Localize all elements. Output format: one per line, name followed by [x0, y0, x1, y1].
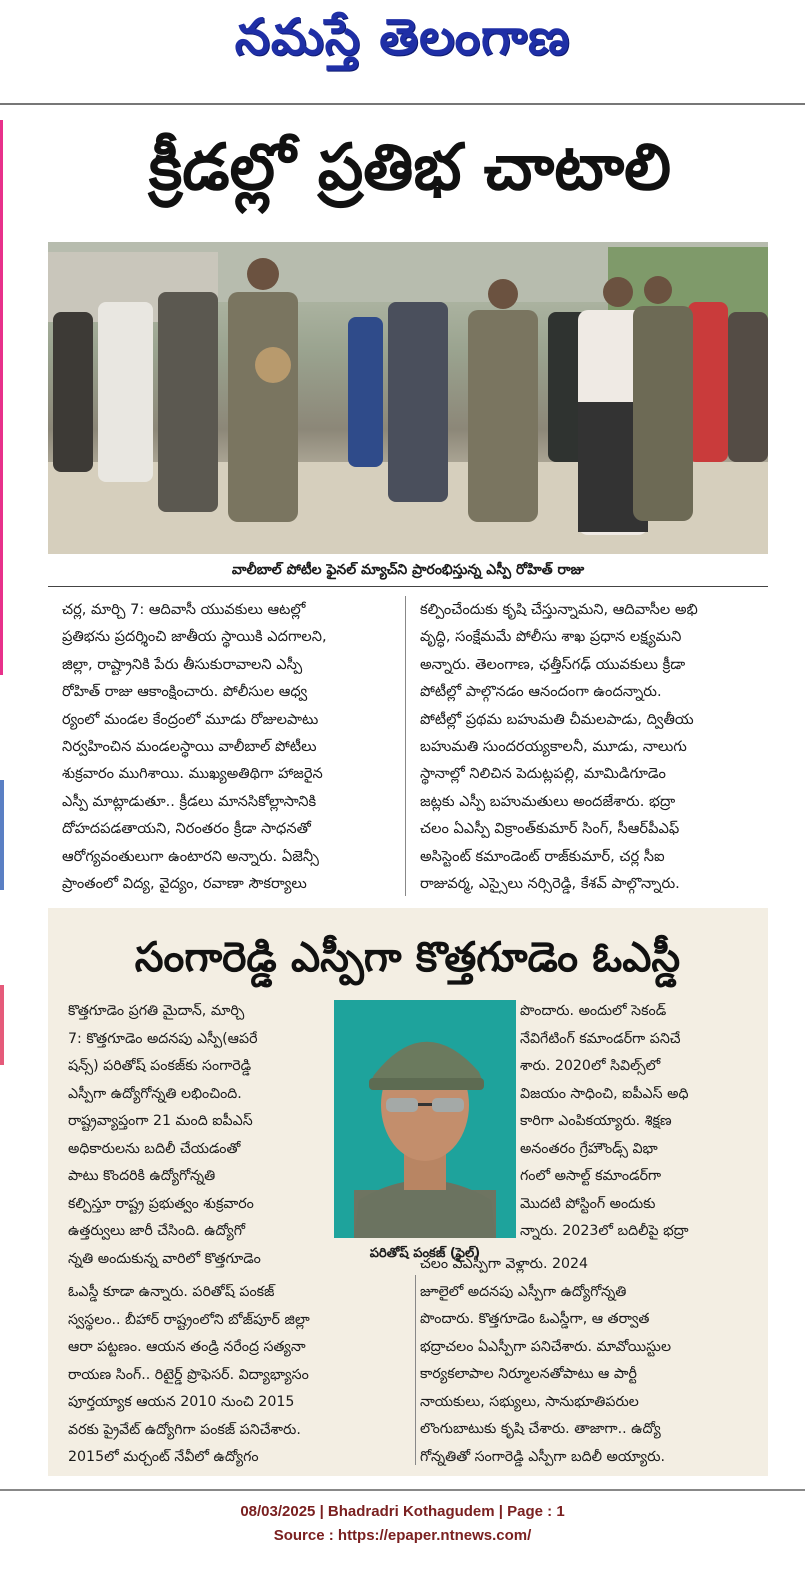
text-line: కల్పిస్తూ రాష్ట్ర ప్రభుత్వం శుక్రవారం	[68, 1195, 254, 1212]
text-line: 7: కొత్తగూడెం అదనపు ఎస్పీ(ఆపరే	[68, 1030, 258, 1047]
text-line: బహుమతి సుందరయ్యకాలనీ, మూడు, నాలుగు	[420, 738, 687, 756]
text-line: అన్నారు. తెలంగాణ, ఛత్తీస్‌గఢ్ యువకులు క్రీడా	[420, 655, 686, 673]
top-rule	[0, 103, 805, 105]
text-line: పాటు కొందరికి ఉద్యోగోన్నతి	[68, 1168, 216, 1184]
text-line: దోహదపడతాయని, నిరంతరం క్రీడా సాధనతో	[62, 820, 311, 838]
text-line: ఎస్పీగా ఉద్యోగోన్నతి లభించింది.	[68, 1085, 242, 1102]
bottom-rule	[0, 1489, 805, 1491]
article1-photo-caption: వాలీబాల్ పోటీల ఫైనల్ మ్యాచ్‌ని ప్రారంభిస్తున్న ఎస్పీ రోహిత్ రాజు	[231, 562, 585, 578]
text-line: జూలైలో అదనపు ఎస్పీగా ఉద్యోగోన్నతి	[420, 1283, 627, 1300]
text-line: జిల్లా, రాష్ట్రానికి పేరు తీసుకురావాలని ఎస్పీ	[62, 655, 303, 673]
text-line: కల్పించేందుకు కృషి చేస్తున్నామని, ఆదివాసీల అభి	[420, 601, 698, 618]
article2-column-1-top	[68, 998, 330, 1273]
text-line: న్నారు. 2023లో బదిలీపై భద్రా	[520, 1223, 689, 1239]
text-line: కార్యకలాపాల నిర్మూలనతోపాటు ఆ పార్టీ	[420, 1366, 637, 1382]
crowd-photo-illustration	[48, 242, 768, 554]
footer-source: Source : https://epaper.ntnews.com/	[273, 1527, 532, 1544]
column-divider-2	[415, 1275, 416, 1465]
newspaper-logo: నమస్తే తెలంగాణ	[234, 8, 571, 66]
text-line: జట్లకు ఎస్పీ బహుమతులు అందజేశారు. భద్రా	[420, 792, 676, 810]
article2-column-2-top	[520, 998, 760, 1246]
edge-marker	[0, 120, 3, 675]
text-line: వరకు ప్రైవేట్ ఉద్యోగిగా పంకజ్ పనిచేశారు.	[68, 1421, 301, 1438]
text-line: ఆరోగ్యవంతులుగా ఉంటారని అన్నారు. ఏజెన్సీ	[62, 847, 319, 865]
text-line: అధికారులను బదిలీ చేయడంతో	[68, 1140, 241, 1157]
text-line: శారు. 2020లో సివిల్స్‌లో	[520, 1058, 661, 1074]
text-line: గంలో అసాల్ట్ కమాండర్‌గా	[520, 1168, 662, 1184]
article2-photo-caption: పరితోష్ పంకజ్ (ఫైల్)	[369, 1246, 481, 1261]
portrait-illustration	[334, 1000, 516, 1238]
text-line: పూర్తయ్యాక ఆయన 2010 నుంచి 2015	[68, 1394, 295, 1410]
text-line: చర్ల, మార్చి 7: ఆదివాసీ యువకులు ఆటల్లో	[62, 601, 306, 618]
text-line: లొంగుబాటుకు కృషి చేశారు. తాజాగా.. ఉద్యో	[420, 1421, 661, 1437]
text-line: నేవిగేటింగ్ కమాండర్‌గా పనిచే	[520, 1030, 681, 1047]
text-line: అనంతరం గ్రేహౌండ్స్ విభా	[520, 1140, 658, 1157]
text-line: చలం ఏఎస్పీ విక్రాంత్‌కుమార్ సింగ్, సీఆర్‌పీఎఫ్	[420, 820, 680, 838]
text-line: వృద్ధి, సంక్షేమమే పోలీసు శాఖ ప్రధాన లక్ష్యమని	[420, 628, 682, 646]
text-line: ఎస్పీ మాట్లాడుతూ.. క్రీడలు మానసికోల్లాసానికి	[62, 792, 317, 810]
article2-column-1-bottom	[68, 1279, 413, 1472]
article1-photo	[48, 242, 768, 554]
text-line: రోహిత్ రాజు ఆకాంక్షించారు. పోలీసుల ఆధ్వ	[62, 683, 308, 701]
page-footer	[0, 1500, 805, 1548]
text-line: మొదటి పోస్టింగ్ అందుకు	[520, 1195, 656, 1212]
text-line: కొత్తగూడెం ప్రగతి మైదాన్, మార్చి	[68, 1003, 245, 1019]
text-line: ఓఎస్డీ కూడా ఉన్నారు. పరితోష్ పంకజ్	[68, 1284, 275, 1300]
text-line: పోటీల్లో ప్రథమ బహుమతి చీమలపాడు, ద్వితీయ	[420, 710, 694, 728]
text-line: స్వస్థలం.. బీహార్ రాష్ట్రంలోని బోజ్‌పూర్ జిల్లా	[68, 1311, 310, 1328]
text-line: స్థానాల్లో నిలిచిన పెదుట్లపల్లి, మామిడిగూడెం	[420, 765, 666, 783]
article1-column-1	[62, 596, 392, 897]
text-line: గోన్నతితో సంగారెడ్డి ఎస్పీగా బదిలీ అయ్యారు.	[420, 1448, 666, 1465]
text-line: ఉత్తర్వులు జారీ చేసింది. ఉద్యోగో	[68, 1223, 246, 1239]
column-divider	[405, 596, 406, 896]
article1-column-2	[420, 596, 760, 897]
text-line: నిర్వహించిన మండలస్థాయి వాలీబాల్ పోటీలు	[62, 738, 317, 756]
text-line: ర్యంలో మండల కేంద్రంలో మూడు రోజులపాటు	[62, 710, 319, 728]
masthead	[0, 0, 805, 100]
text-line: అసిస్టెంట్ కమాండెంట్ రాజ్‌కుమార్, చర్ల సీఐ	[420, 847, 665, 865]
text-line: కారిగా ఎంపికయ్యారు. శిక్షణ	[520, 1113, 672, 1129]
text-line: పోటీల్లో పాల్గొనడం ఆనందంగా ఉందన్నారు.	[420, 683, 662, 701]
text-line: చలం ఏఎస్పీగా వెళ్లారు. 2024	[420, 1256, 589, 1272]
text-line: న్నతి అందుకున్న వారిలో కొత్తగూడెం	[68, 1250, 261, 1267]
text-line: షన్స్) పరితోష్ పంకజ్‌కు సంగారెడ్డి	[68, 1058, 252, 1074]
text-line: భద్రాచలం ఏఎస్పీగా పనిచేశారు. మావోయిస్టుల	[420, 1338, 672, 1355]
text-line: పొందారు. అందులో సెకండ్	[520, 1003, 667, 1019]
text-line: ప్రాంతంలో విద్య, వైద్యం, రవాణా సౌకర్యాలు	[62, 875, 307, 893]
text-line: విజయం సాధించి, ఐపీఎస్ అధి	[520, 1085, 689, 1102]
text-line: రాజువర్మ, ఎస్సైలు నర్సిరెడ్డి, కేశవ్ పాల్గొన్నారు.	[420, 875, 680, 893]
text-line: రాష్ట్రవ్యాప్తంగా 21 మంది ఐపీఎస్	[68, 1113, 253, 1129]
article2-column-2-bottom	[420, 1251, 760, 1471]
article2-portrait-photo	[334, 1000, 516, 1238]
text-line: ఆరా పట్టణం. ఆయన తండ్రి నరేంద్ర సత్యనా	[68, 1339, 306, 1355]
article1-headline: క్రీడల్లో ప్రతిభ చాటాలి	[148, 131, 672, 205]
text-line: శుక్రవారం ముగిశాయి. ముఖ్యఅతిథిగా హాజరైన	[62, 765, 323, 783]
footer-dateline: 08/03/2025 | Bhadradri Kothagudem | Page : 1	[240, 1503, 565, 1520]
text-line: పొందారు. కొత్తగూడెం ఓఎస్డీగా, ఆ తర్వాత	[420, 1311, 650, 1327]
text-line: 2015లో మర్చంట్ నేవీలో ఉద్యోగం	[68, 1449, 259, 1465]
text-line: రాయణ సింగ్.. రిటైర్డ్ ప్రొఫెసర్. విద్యాభ్యాసం	[68, 1366, 309, 1383]
article2-headline: సంగారెడ్డి ఎస్పీగా కొత్తగూడెం ఓఎస్డీ	[134, 933, 681, 981]
text-line: ప్రతిభను ప్రదర్శించి జాతీయ స్థాయికి ఎదగాలని,	[62, 628, 327, 646]
caption-rule	[48, 586, 768, 587]
text-line: నాయకులు, సభ్యులు, సానుభూతిపరుల	[420, 1393, 639, 1410]
